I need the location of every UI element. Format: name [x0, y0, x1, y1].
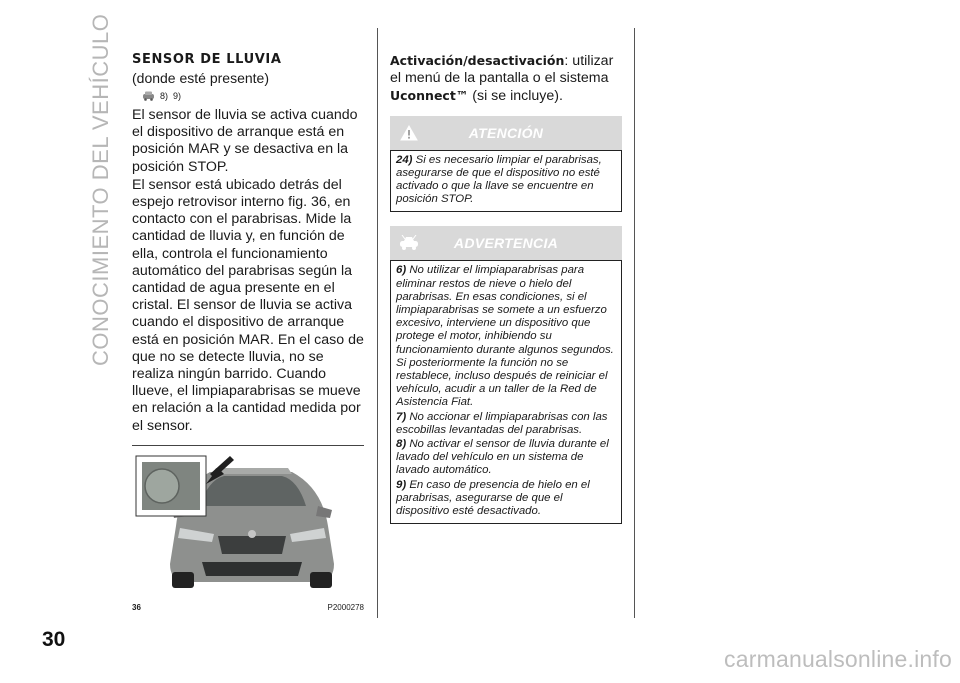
warning-title: ADVERTENCIA [453, 235, 559, 252]
car-front-image [132, 446, 364, 596]
warning-item-number: 7) [396, 410, 407, 423]
page-number: 30 [42, 628, 66, 651]
attention-item-number: 24) [396, 153, 413, 166]
warning-refs [142, 90, 364, 101]
figure-number: 36 [132, 602, 141, 612]
warning-triangle-icon [390, 125, 428, 141]
attention-title: ATENCIÓN [468, 124, 544, 141]
ref-8[interactable]: 8) [160, 90, 169, 101]
right-column [390, 52, 622, 524]
figure-36 [132, 445, 364, 612]
warning-item-text: No activar el sensor de lluvia durante el lavado del vehículo en un sistema de lavado automático. [396, 438, 609, 477]
column-divider-right [634, 28, 635, 618]
paragraph-2: El sensor está ubicado detrás del espejo retrovisor interno fig. 36, en contacto con el parabrisas. Mide la cantidad de lluvia y, en función de ella, controla el funcionamiento automático del parabrisas según la cantidad de agua presente en el cristal. El sensor de lluvia se activa cuando el dispositivo de arranque está en posición MAR. En el caso de que no se detecte lluvia, no se realiza ningún barrido. Cuando llueve, el limpiaparabrisas se mueve en relación a la cantidad medida por el sensor. [132, 176, 364, 434]
warning-item-number: 6) [396, 264, 407, 277]
figure-code: P2000278 [327, 602, 364, 612]
attention-header [390, 116, 622, 150]
warning-item-number: 9) [396, 478, 407, 491]
warning-item-number: 8) [396, 438, 407, 451]
left-column [132, 52, 364, 612]
section-title: SENSOR DE LLUVIA [132, 52, 282, 67]
attention-item [396, 154, 616, 207]
warning-box [390, 226, 622, 524]
activation-text-1: : utilizar el menú de la pantalla o el sistema [390, 53, 614, 87]
attention-box [390, 116, 622, 213]
attention-content [390, 150, 622, 213]
uconnect-label: Uconnect™ [390, 88, 469, 104]
attention-item-text: Si es necesario limpiar el parabrisas, asegurarse de que el dispositivo no esté activado o que la llave se encuentre en posición STOP. [396, 153, 602, 206]
section-subtitle: (donde esté presente) [132, 70, 269, 86]
warning-header [390, 226, 622, 260]
activation-heading: Activación/desactivación [390, 53, 565, 68]
warning-item-text: No accionar el limpiaparabrisas con las escobillas levantadas del parabrisas. [396, 410, 608, 436]
activation-paragraph [390, 52, 622, 106]
warning-item [396, 264, 616, 409]
warning-item [396, 411, 616, 437]
warning-item [396, 479, 616, 519]
car-warning-icon [142, 90, 155, 101]
chapter-side-title: CONOCIMIENTO DEL VEHÍCULO [88, 13, 113, 366]
paragraph-1: El sensor de lluvia se activa cuando el dispositivo de arranque está en posición MAR y se desactiva en la posición STOP. [132, 107, 358, 175]
activation-text-2: (si se incluye). [468, 88, 563, 105]
warning-item-text: En caso de presencia de hielo en el parabrisas, asegurarse de que el dispositivo esté desactivado. [396, 478, 590, 518]
warning-content [390, 260, 622, 524]
car-warning-icon [390, 235, 428, 251]
warning-item-text: No utilizar el limpiaparabrisas para eliminar restos de nieve o hielo del parabrisas. En esas condiciones, si el limpiaparabrisas se somete a un esfuerzo excesivo, interviene un dispositivo que protege el motor, inhibiendo su funcionamiento durante algunos segundos. Si posteriormente la función no se restablece, incluso después de reiniciar el vehículo, acudir a un taller de la Red de Asistencia Fiat. [396, 264, 614, 409]
warning-item [396, 438, 616, 478]
figure-caption [132, 603, 364, 612]
ref-9[interactable]: 9) [173, 90, 182, 101]
watermark: carmanualsonline.info [724, 646, 952, 672]
column-divider-left [377, 28, 378, 618]
